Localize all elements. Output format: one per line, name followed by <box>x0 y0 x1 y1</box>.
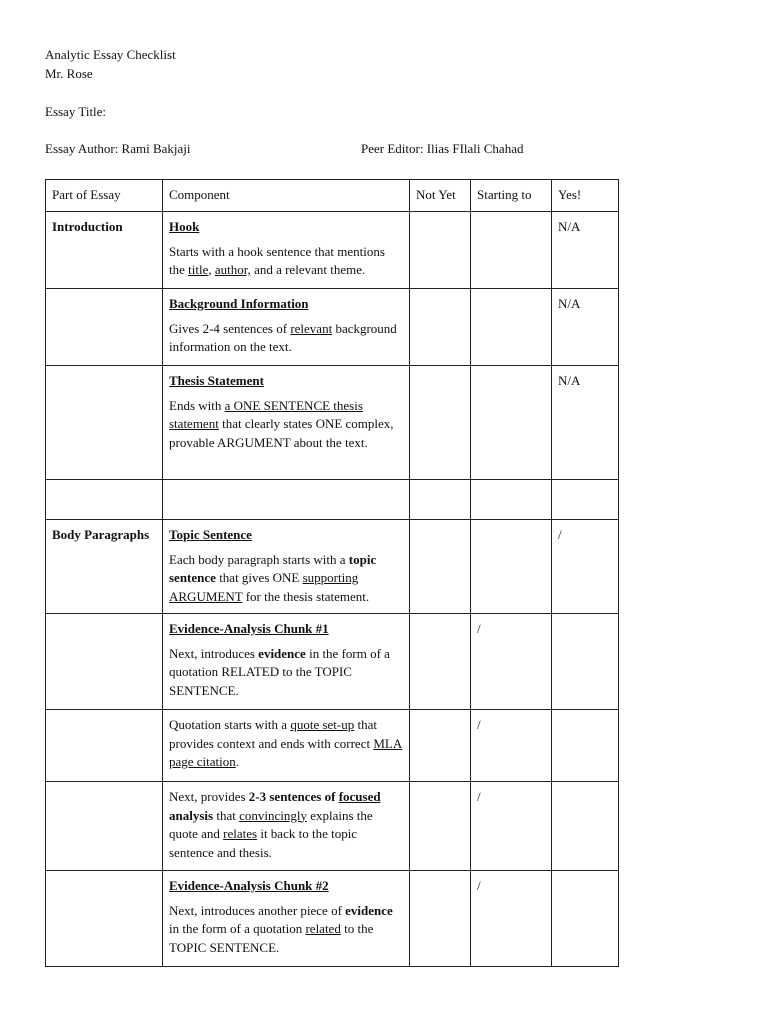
starting-to-cell <box>471 520 552 614</box>
table-row <box>46 366 619 480</box>
description-segment: MLA page citation <box>169 735 403 769</box>
teacher-name: Mr. Rose <box>45 66 93 81</box>
yes-cell <box>552 871 619 967</box>
component-title: Hook <box>169 219 200 234</box>
table-row <box>46 782 619 871</box>
not-yet-cell <box>410 520 471 614</box>
description-segment: . <box>235 754 240 769</box>
description-segment: Next, introduces <box>169 645 259 661</box>
description-segment: that provides context and ends with correct <box>169 717 377 751</box>
essay-part-cell: Introduction <box>46 212 163 289</box>
essay-author: Essay Author: Rami Bakjaji <box>45 141 191 156</box>
component-cell <box>163 782 410 871</box>
yes-cell: / <box>552 520 619 614</box>
essay-part-cell <box>46 289 163 366</box>
yes-cell: N/A <box>552 366 619 480</box>
not-yet-cell <box>410 366 471 480</box>
essay-part-cell <box>46 614 163 710</box>
peer-editor: Peer Editor: Ilias FIlali Chahad <box>361 141 524 156</box>
component-title: Background Information <box>169 296 309 311</box>
not-yet-cell <box>410 871 471 967</box>
description-segment: quote set-up <box>290 717 355 732</box>
description-segment: and a relevant theme. <box>250 262 366 277</box>
component-cell <box>163 212 410 289</box>
description-segment: Each body paragraph starts with a <box>169 551 349 567</box>
yes-cell <box>552 614 619 710</box>
starting-to-cell <box>471 289 552 366</box>
description-segment: explains the quote and <box>169 807 373 841</box>
column-header: Starting to <box>471 180 552 212</box>
description-segment: evidence <box>345 902 393 918</box>
description-segment: that gives ONE <box>215 570 303 585</box>
component-description <box>169 716 403 772</box>
component-description <box>169 902 403 958</box>
starting-to-cell: / <box>471 871 552 967</box>
starting-to-cell <box>471 212 552 289</box>
description-segment: Next, provides <box>169 789 249 804</box>
description-segment: it back to the topic sentence and thesis. <box>169 826 358 860</box>
yes-cell: N/A <box>552 289 619 366</box>
table-row <box>46 871 619 967</box>
starting-to-cell: / <box>471 782 552 871</box>
not-yet-cell <box>410 480 471 520</box>
essay-part-cell <box>46 480 163 520</box>
description-segment: Gives 2-4 sentences of <box>169 320 291 336</box>
starting-to-cell <box>471 480 552 520</box>
description-segment: , <box>208 262 215 277</box>
table-row <box>46 212 619 289</box>
description-segment: Ends with <box>169 397 225 413</box>
not-yet-cell <box>410 710 471 782</box>
yes-cell <box>552 480 619 520</box>
essay-part-cell <box>46 782 163 871</box>
not-yet-cell <box>410 212 471 289</box>
column-header: Yes! <box>552 180 619 212</box>
description-segment: topic sentence <box>169 551 377 585</box>
yes-cell <box>552 782 619 871</box>
component-cell <box>163 520 410 614</box>
description-segment: Starts with a hook sentence that mentions the <box>169 243 385 277</box>
description-segment: Next, introduces another piece of <box>169 902 346 918</box>
yes-cell <box>552 710 619 782</box>
description-segment: title <box>188 262 209 277</box>
essay-part-cell <box>46 871 163 967</box>
essay-part-cell <box>46 710 163 782</box>
description-segment: Quotation starts with a <box>169 717 291 732</box>
description-segment: that clearly states ONE complex, provable ARGUMENT about the text. <box>169 416 394 450</box>
description-segment: related <box>305 921 341 936</box>
description-segment: convincingly <box>239 807 307 823</box>
component-description <box>169 243 403 280</box>
starting-to-cell: / <box>471 614 552 710</box>
description-segment: relevant <box>290 320 333 336</box>
essay-title-label: Essay Title: <box>45 104 107 119</box>
not-yet-cell <box>410 289 471 366</box>
component-description <box>169 551 403 607</box>
component-cell <box>163 480 410 520</box>
essay-part-cell: Body Paragraphs <box>46 520 163 614</box>
component-title: Topic Sentence <box>169 527 252 542</box>
component-description <box>169 788 403 862</box>
description-segment: supporting ARGUMENT <box>169 570 359 604</box>
component-cell <box>163 614 410 710</box>
description-segment: in the form of a quotation <box>169 921 306 936</box>
description-segment: evidence <box>258 645 306 661</box>
table-row <box>46 614 619 710</box>
component-cell <box>163 710 410 782</box>
table-row <box>46 520 619 614</box>
description-segment: author, <box>214 262 251 277</box>
table-row <box>46 480 619 520</box>
component-title: Thesis Statement <box>169 373 264 388</box>
description-segment: 2-3 sentences of <box>248 789 339 804</box>
yes-cell: N/A <box>552 212 619 289</box>
starting-to-cell <box>471 366 552 480</box>
not-yet-cell <box>410 782 471 871</box>
component-description <box>169 645 403 701</box>
description-segment: for the thesis statement. <box>242 588 370 604</box>
description-segment: relates <box>223 826 258 841</box>
component-description <box>169 320 403 357</box>
not-yet-cell <box>410 614 471 710</box>
description-segment: analysis <box>169 807 214 823</box>
description-segment: a ONE SENTENCE thesis statement <box>169 397 363 431</box>
description-segment: in the form of a quotation RELATED to the TOPIC SENTENCE. <box>169 645 390 698</box>
description-segment: that <box>213 807 240 823</box>
component-title: Evidence-Analysis Chunk #2 <box>169 878 329 893</box>
component-title: Evidence-Analysis Chunk #1 <box>169 621 329 636</box>
component-description <box>169 397 403 453</box>
component-cell <box>163 289 410 366</box>
starting-to-cell: / <box>471 710 552 782</box>
component-cell <box>163 871 410 967</box>
column-header: Component <box>163 180 410 212</box>
column-header: Part of Essay <box>46 180 163 212</box>
description-segment: background information on the text. <box>169 320 397 354</box>
component-cell <box>163 366 410 480</box>
table-row <box>46 710 619 782</box>
checklist-table <box>45 179 619 967</box>
essay-part-cell <box>46 366 163 480</box>
description-segment: to the TOPIC SENTENCE. <box>169 921 374 955</box>
table-header-row <box>46 180 619 212</box>
table-row <box>46 289 619 366</box>
document-title: Analytic Essay Checklist <box>45 47 176 62</box>
column-header: Not Yet <box>410 180 471 212</box>
description-segment: focused <box>338 789 381 804</box>
